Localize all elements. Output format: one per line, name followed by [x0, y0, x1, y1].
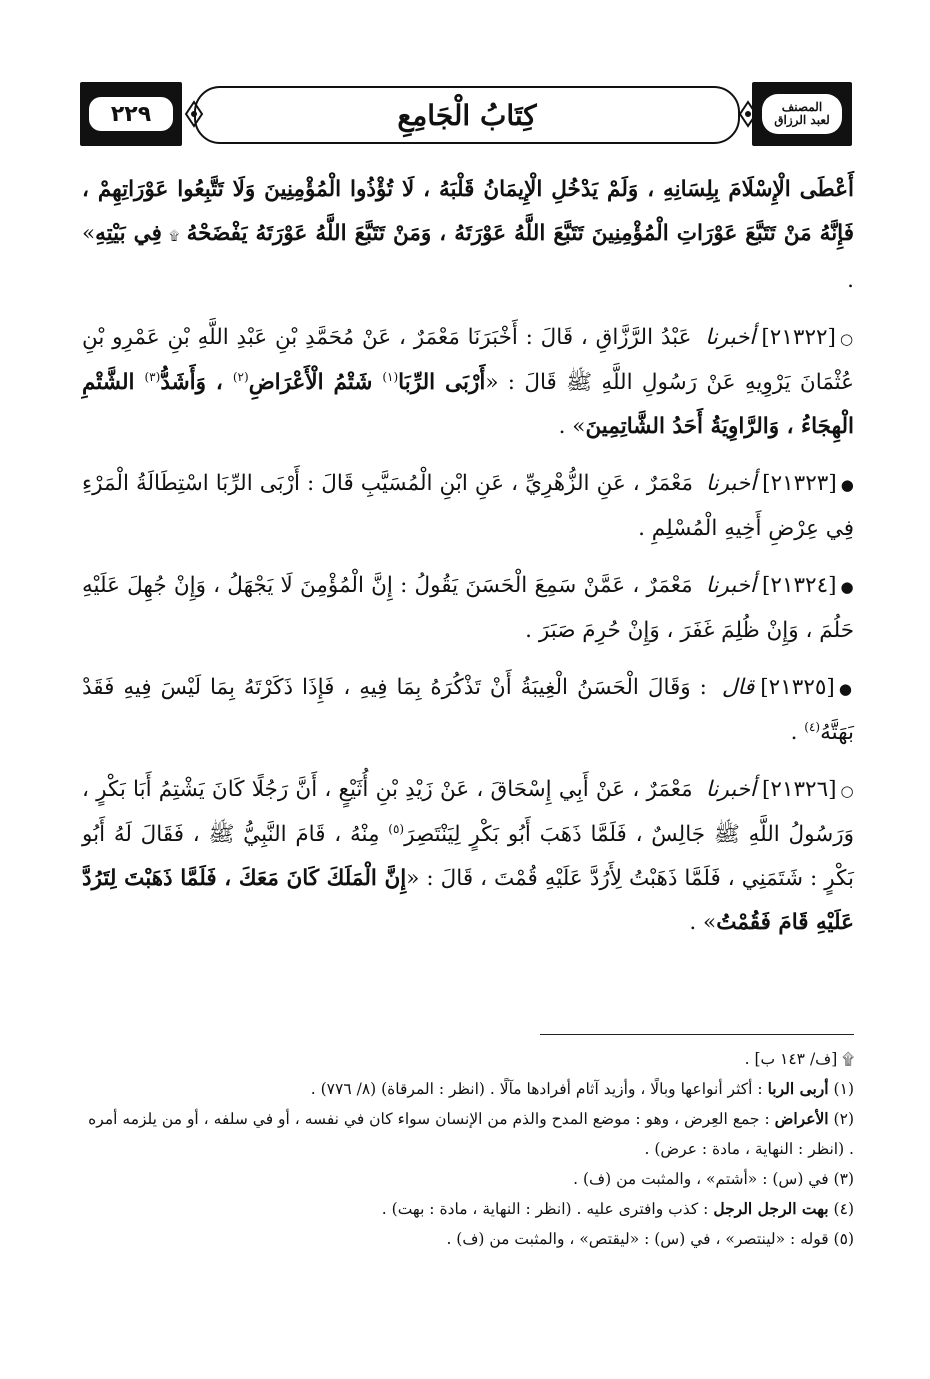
hadith-number: [٢١٣٢٥] — [760, 675, 835, 700]
narration-word: أخبرنا — [706, 471, 757, 496]
narration-word: أخبرنا — [705, 777, 756, 802]
narration-word: أخبرنا — [705, 573, 757, 598]
footnotes — [82, 1044, 854, 1254]
hadith-21322 — [82, 316, 854, 449]
footnote-4 — [82, 1194, 854, 1224]
hadith-text-bold: إِنَّ الْمَلَكَ كَانَ مَعَكَ ، فَلَمَّا ذَهَبْتَ لِتَرُدَّ عَلَيْهِ قَامَ فَقُمْتُ — [82, 866, 854, 935]
hadith-text: ، وَأَشَدُّ — [160, 370, 233, 395]
footnote-separator — [540, 1034, 854, 1035]
footnote-3: (٣) في (س) : «أشتم» ، والمثبت من (ف) . — [573, 1170, 854, 1188]
seal-line-2: لعبد الرزاق — [774, 113, 830, 127]
hadith-text: : وَقَالَ الْحَسَنُ الْغِيبَةُ أَنْ تَذْكُرَهُ بِمَا فِيهِ ، فَإِذَا ذَكَرْتَهُ بِمَا لَيْسَ فِيهِ فَقَدْ بَهَتَّهُ — [82, 675, 854, 745]
paragraph-end: » . — [689, 910, 717, 935]
narration-word: قال — [721, 675, 755, 700]
footnote-5: (٥) قوله : «لينتصر» ، في (س) : «ليقتص» ، والمثبت من (ف) . — [446, 1230, 854, 1248]
main-text — [82, 168, 854, 958]
hadith-text: الشَّتْمِ الْهِجَاءُ ، وَالرَّاوِيَةُ أَحَدُ الشَّاتِمِينَ — [82, 370, 854, 439]
narration-word: أخبرنا — [705, 325, 756, 350]
hadith-marker: ○ — [840, 782, 854, 800]
footnote-2 — [82, 1104, 854, 1164]
footnote-term: أربى الربا — [767, 1079, 829, 1098]
footnote-ref-2: (٢) — [232, 369, 249, 384]
hadith-21325 — [82, 666, 854, 755]
footnote-ref-4: (٤) — [804, 719, 821, 734]
paragraph-end: . — [790, 720, 805, 745]
hadith-21326 — [82, 768, 854, 945]
paragraph-continuation — [82, 168, 854, 303]
book-title-frame — [194, 86, 740, 144]
folio-note: ۩ [ف/ ١٤٣ ب] . — [744, 1050, 854, 1068]
paragraph-end: » . — [558, 414, 586, 439]
footnote-ref-3: (٣) — [144, 369, 161, 384]
hadith-number: [٢١٣٢٤] — [762, 573, 837, 598]
hadith-text: مَعْمَرٌ ، عَنِ الزُّهْرِيِّ ، عَنِ ابْنِ الْمُسَيَّبِ قَالَ : أَرْبَى الرِّبَا اسْتِطَالَةُ الْمَرْءِ فِي عِرْضِ أَخِيهِ الْمُسْلِمِ . — [82, 471, 854, 541]
hadith-number: [٢١٣٢٢] — [761, 325, 836, 350]
hadith-text: مَعْمَرٌ ، عَنْ أَبِي إِسْحَاقَ ، عَنْ زَيْدِ بْنِ أُثَيْعٍ ، أَنَّ رَجُلًا كَانَ يَشْتِمُ أَبَا بَكْرٍ ، وَرَسُولُ اللَّهِ ﷺ جَالِسٌ ، فَلَمَّا ذَهَبَ أَبُو بَكْرٍ لِيَنْتَصِرَ — [82, 777, 855, 847]
footnote-ref-1: (١) — [382, 369, 399, 384]
page-number-box — [80, 82, 182, 146]
page-number: ٢٢٩ — [110, 101, 152, 127]
footnote-1 — [82, 1074, 854, 1104]
hadith-21324 — [82, 564, 854, 653]
hadith-21323 — [82, 462, 854, 551]
hadith-text: أَعْطَى الْإِسْلَامَ بِلِسَانِهِ ، وَلَمْ يَدْخُلِ الْإِيمَانُ قَلْبَهُ ، لَا تُؤْذُوا الْمُؤْمِنِينَ وَلَا تَتَّبِعُوا عَوْرَاتِهِمْ ، فَإِنَّهُ مَنْ تَتَبَّعَ عَوْرَاتِ الْمُؤْمِنِينَ تَتَبَّعَ اللَّهُ عَوْرَتَهُ ، وَمَنْ تَتَبَّعَ اللَّهُ عَوْرَتَهُ يَفْضَحْهُ — [82, 177, 855, 246]
footnote-term: بهت الرجل الرجل — [713, 1199, 829, 1218]
seal-line-1: المصنف — [781, 100, 823, 114]
book-seal — [762, 94, 842, 134]
isnad-text: عَبْدُ الرَّزَّاقِ ، قَالَ : أَخْبَرَنَا مَعْمَرٌ ، عَنْ مُحَمَّدِ بْنِ عَبْدِ اللَّهِ بْنِ عَمْرِو بْنِ عُثْمَانَ يَرْوِيهِ عَنْ رَسُولِ اللَّهِ ﷺ قَالَ : « — [82, 325, 855, 395]
hadith-marker: ● — [840, 476, 854, 494]
hadith-text: مَعْمَرٌ ، عَمَّنْ سَمِعَ الْحَسَنَ يَقُولُ : إِنَّ الْمُؤْمِنَ لَا يَجْهَلُ ، وَإِنْ جُهِلَ عَلَيْهِ حَلُمَ ، وَإِنْ ظُلِمَ غَفَرَ ، وَإِنْ حُرِمَ صَبَرَ . — [82, 573, 854, 643]
hadith-marker: ○ — [839, 330, 854, 348]
hadith-number: [٢١٣٢٣] — [762, 471, 837, 496]
footnote-text: : كذب وافترى عليه . (انظر : النهاية ، مادة : بهت) . — [381, 1200, 709, 1218]
footnote-text: : جمع العِرض ، وهو : موضع المدح والذم من الإنسان سواء كان في نفسه ، أو في سلفه ، أو من يلزمه أمره . (انظر : النهاية ، مادة : عرض) . — [88, 1110, 854, 1158]
footnote-number: (١) — [833, 1080, 854, 1098]
hadith-marker: ● — [840, 578, 854, 596]
hadith-text-tail: فِي بَيْتِهِ — [95, 221, 162, 246]
hadith-text: شَتْمُ الْأَعْرَاضِ — [248, 370, 383, 395]
hadith-text: أَرْبَى الرِّبَا — [398, 370, 486, 395]
footnote-number: (٤) — [833, 1200, 854, 1218]
footnote-ref-5: (٥) — [388, 821, 405, 836]
hadith-number: [٢١٣٢٦] — [762, 777, 837, 802]
folio-star-icon: ۩ — [169, 229, 180, 244]
footnote-number: (٢) — [833, 1110, 854, 1128]
hadith-marker: ● — [838, 680, 855, 698]
footnote-text: : أكثر أنواعها وبالًا ، وأزيد آثام أفرادها مآلًا . (انظر : المرقاة) (٨/ ٧٧٦) . — [310, 1080, 763, 1098]
hadith-text: مِنْهُ ، قَامَ النَّبِيُّ ﷺ ، فَقَالَ لَهُ أَبُو بَكْرٍ : شَتَمَنِي ، فَلَمَّا ذَهَبْتُ لِأَرُدَّ عَلَيْهِ قُمْتَ ، قَالَ : « — [82, 822, 854, 891]
book-title: كِتَابُ الْجَامِعِ — [397, 98, 537, 132]
paragraph-end: » . — [82, 221, 854, 293]
footnote-term: الأعراض — [774, 1109, 829, 1128]
book-seal-box — [752, 82, 852, 146]
page-header — [80, 82, 852, 146]
